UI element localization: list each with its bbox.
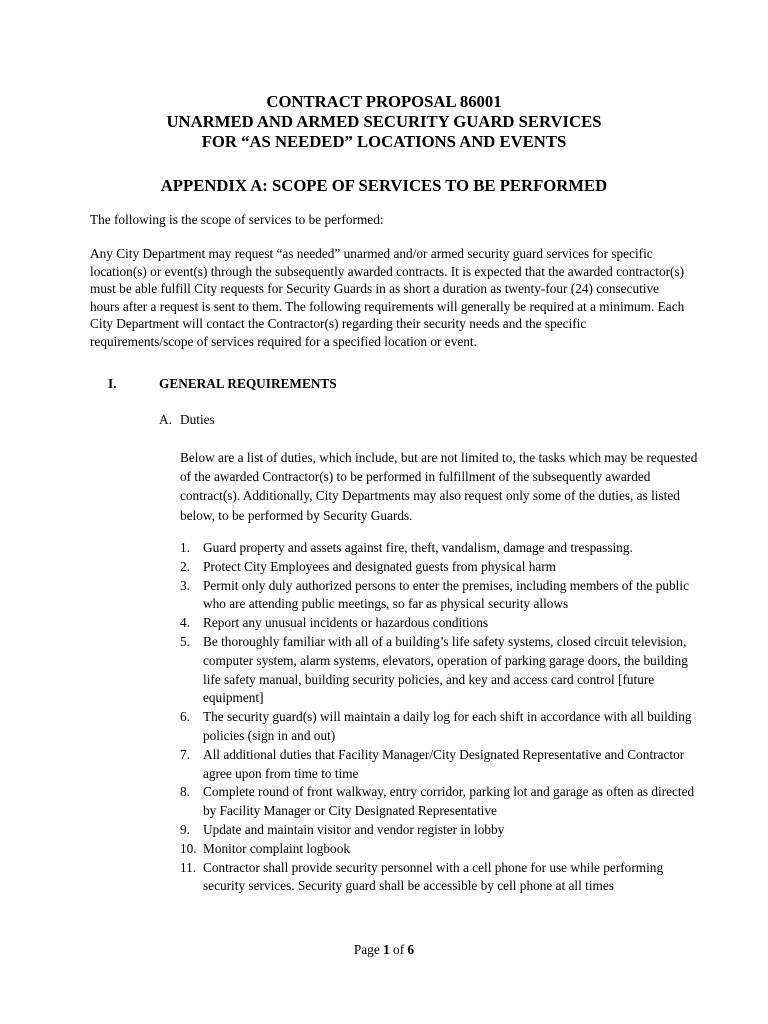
- duty-item-number: 5.: [180, 633, 190, 649]
- duties-list: [180, 539, 700, 896]
- duty-item-number: 11.: [180, 859, 197, 875]
- duty-item-number: 1.: [180, 540, 190, 555]
- duty-list-item: [180, 840, 700, 859]
- duty-item-text: Protect City Employees and designated guests from physical harm: [203, 558, 557, 574]
- duty-item-text: Complete round of front walkway, entry corridor, parking lot and garage as often as directed by Facility Manager or City Designated Representative: [203, 784, 695, 819]
- duty-item-number: 9.: [180, 821, 190, 837]
- duty-item-text: Report any unusual incidents or hazardous conditions: [203, 615, 489, 631]
- duty-list-item: [180, 821, 700, 840]
- contract-title-line-1: CONTRACT PROPOSAL 86001: [266, 92, 502, 111]
- duty-item-number: 3.: [180, 577, 190, 593]
- duty-item-number: 8.: [180, 784, 190, 800]
- footer-page-number: 1: [383, 942, 390, 957]
- contract-title-line-3: FOR “AS NEEDED” LOCATIONS AND EVENTS: [201, 132, 567, 151]
- duty-item-number: 4.: [180, 615, 190, 631]
- duty-list-item: [180, 708, 700, 746]
- duty-item-text: Guard property and assets against fire, theft, vandalism, damage and trespassing.: [203, 540, 633, 555]
- duty-item-number: 10.: [180, 840, 197, 856]
- appendix-title: APPENDIX A: SCOPE OF SERVICES TO BE PERFORMED: [160, 176, 608, 195]
- duty-item-text: Monitor complaint logbook: [203, 840, 350, 856]
- duty-item-text: Update and maintain visitor and vendor register in lobby: [203, 821, 505, 837]
- duty-list-item: [180, 859, 700, 897]
- duties-paragraph: Below are a list of duties, which include, but are not limited to, the tasks which may be requested of the awarded Contractor(s) to be performed in fulfillment of the subsequently awarded contract(s). Additionally, City Departments may also request only some of the duties, as listed below, to be performed by Security Guards.: [180, 450, 698, 523]
- duty-item-text: All additional duties that Facility Manager/City Designated Representative and Contractor agree upon from time to time: [203, 746, 685, 781]
- subsection-letter: A.: [159, 412, 172, 427]
- duty-item-text: Be thoroughly familiar with all of a building’s life safety systems, closed circuit television, computer system, alarm systems, elevators, operation of parking garage doors, the building life safety manual, building security policies, and key and access card control [future equipment]: [203, 633, 688, 706]
- contract-title: [0, 92, 768, 152]
- duty-list-item: [180, 539, 700, 558]
- footer-total-pages: 6: [407, 942, 415, 957]
- subsection-title: Duties: [180, 412, 215, 427]
- duty-item-number: 2.: [180, 558, 190, 574]
- page-footer: [0, 942, 768, 958]
- duty-list-item: [180, 746, 700, 784]
- duty-list-item: [180, 614, 700, 633]
- duty-item-text: Permit only duly authorized persons to enter the premises, including members of the public who are attending public meetings, so far as physical security allows: [203, 577, 689, 612]
- section-title: GENERAL REQUIREMENTS: [159, 376, 337, 391]
- footer-of-word: of: [393, 942, 405, 957]
- intro-body: Any City Department may request “as needed” unarmed and/or armed security guard services for specific location(s) or event(s) through the subsequently awarded contracts. It is expected that the awarded contractor(s) must be able fulfill City requests for Security Guards in as short a duration as twenty-four (24) consecutive hours after a request is sent to them. The following requirements will generally be required at a minimum. Each City Department will contact the Contractor(s) regarding their security needs and the specific requirements/scope of services required for a specified location or event.: [90, 246, 685, 349]
- duty-item-text: Contractor shall provide security personnel with a cell phone for use while performing security services. Security guard shall be accessible by cell phone at all times: [203, 859, 664, 894]
- duty-list-item: [180, 577, 700, 615]
- duty-list-item: [180, 558, 700, 577]
- duty-list-item: [180, 783, 700, 821]
- duty-item-number: 7.: [180, 746, 190, 762]
- duty-list-item: [180, 633, 700, 708]
- section-number: I.: [108, 376, 117, 391]
- contract-title-line-2: UNARMED AND ARMED SECURITY GUARD SERVICES: [166, 112, 602, 131]
- intro-lead: The following is the scope of services to be performed:: [90, 212, 384, 227]
- footer-page-word: Page: [353, 942, 380, 957]
- duty-item-text: The security guard(s) will maintain a daily log for each shift in accordance with all building policies (sign in and out): [203, 709, 692, 743]
- duty-item-number: 6.: [180, 709, 190, 725]
